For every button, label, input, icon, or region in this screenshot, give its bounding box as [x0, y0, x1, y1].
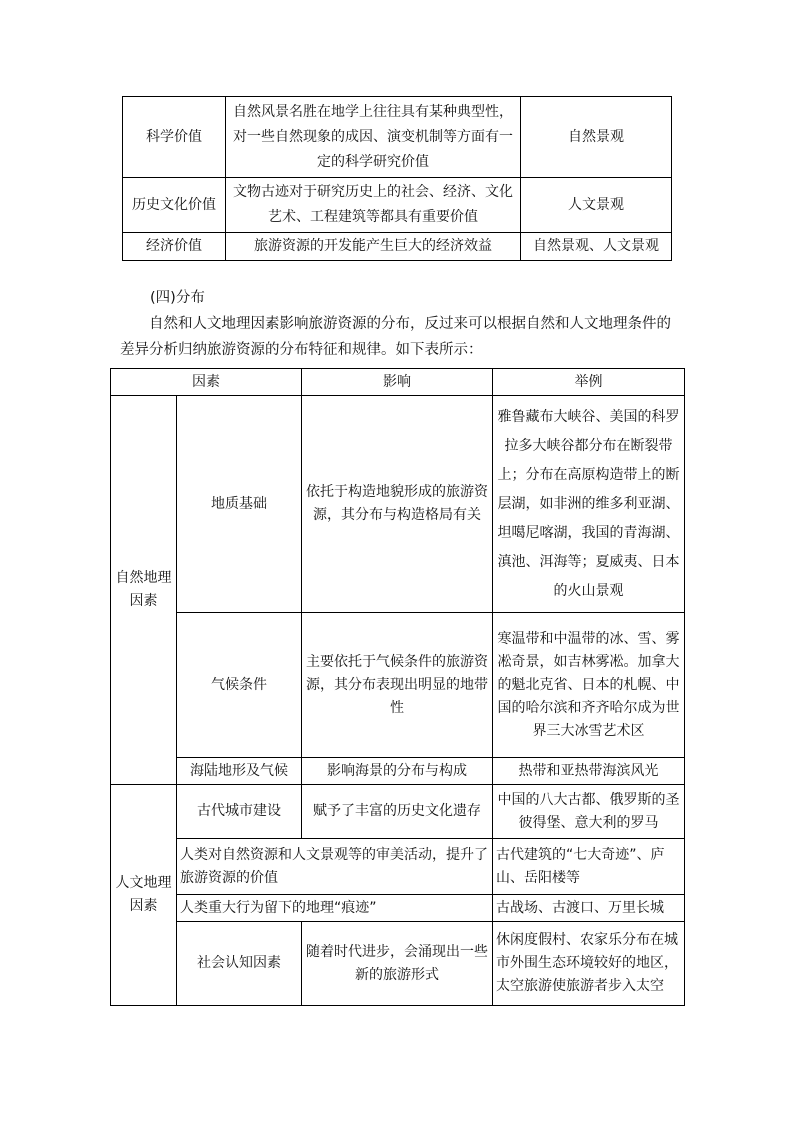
section-heading: (四)分布 — [150, 290, 205, 306]
effect-cell: 依托于构造地貌形成的旅游资源，其分布与构造格局有关 — [302, 396, 493, 613]
effect-cell: 随着时代进步，会涌现出一些新的旅游形式 — [302, 922, 493, 1006]
table-row — [123, 97, 672, 178]
type-cell: 人文景观 — [521, 178, 672, 233]
desc-cell: 自然风景名胜在地学上往往具有某种典型性，对一些自然现象的成因、演变机制等方面有一定的科学研究价值 — [226, 97, 521, 178]
header-row — [111, 369, 685, 396]
factor-cell: 社会认知因素 — [177, 922, 302, 1006]
header-example: 举例 — [493, 369, 685, 396]
example-cell: 雅鲁藏布大峡谷、美国的科罗拉多大峡谷都分布在断裂带上；分布在高原构造带上的断层湖，如非洲的维多利亚湖、坦噶尼喀湖，我国的青海湖、滇池、洱海等；夏威夷、日本的火山景观 — [493, 396, 685, 613]
intro-paragraph: 自然和人文地理因素影响旅游资源的分布，反过来可以根据自然和人文地理条件的差异分析归纳旅游资源的分布特征和规律。如下表所示： — [120, 316, 671, 358]
table-row — [123, 178, 672, 233]
example-cell: 古代建筑的“七大奇迹”、庐山、岳阳楼等 — [493, 839, 685, 895]
natural-group-cell: 自然地理因素 — [111, 396, 177, 785]
value-cell: 经济价值 — [123, 233, 226, 261]
example-cell: 寒温带和中温带的冰、雪、雾凇奇景，如吉林雾凇。加拿大的魁北克省、日本的札幌、中国的哈尔滨和齐齐哈尔成为世界三大冰雪艺术区 — [493, 613, 685, 758]
example-cell: 休闲度假村、农家乐分布在城市外围生态环境较好的地区，太空旅游使旅游者步入太空 — [493, 922, 685, 1006]
value-cell: 科学价值 — [123, 97, 226, 178]
example-cell: 古战场、古渡口、万里长城 — [493, 895, 685, 922]
factor-cell: 古代城市建设 — [177, 785, 302, 839]
table-row — [111, 895, 685, 922]
table-row — [111, 839, 685, 895]
value-cell: 历史文化价值 — [123, 178, 226, 233]
table-row — [111, 396, 685, 613]
table-row — [123, 233, 672, 261]
type-cell: 自然景观、人文景观 — [521, 233, 672, 261]
distribution-table — [110, 368, 685, 1006]
human-group-cell: 人文地理因素 — [111, 785, 177, 1006]
table-row — [111, 613, 685, 758]
table-row — [111, 785, 685, 839]
effect-cell: 主要依托于气候条件的旅游资源，其分布表现出明显的地带性 — [302, 613, 493, 758]
example-cell: 热带和亚热带海滨风光 — [493, 758, 685, 785]
effect-cell: 赋予了丰富的历史文化遗存 — [302, 785, 493, 839]
factor-cell: 地质基础 — [177, 396, 302, 613]
effect-cell: 人类重大行为留下的地理“痕迹” — [177, 895, 493, 922]
desc-cell: 文物古迹对于研究历史上的社会、经济、文化艺术、工程建筑等都具有重要价值 — [226, 178, 521, 233]
header-factor: 因素 — [111, 369, 302, 396]
table-row — [111, 922, 685, 1006]
factor-cell: 海陆地形及气候 — [177, 758, 302, 785]
header-effect: 影响 — [302, 369, 493, 396]
value-table — [122, 96, 672, 261]
factor-cell: 气候条件 — [177, 613, 302, 758]
effect-cell: 人类对自然资源和人文景观等的审美活动，提升了旅游资源的价值 — [177, 839, 493, 895]
example-cell: 中国的八大古都、俄罗斯的圣彼得堡、意大利的罗马 — [493, 785, 685, 839]
desc-cell: 旅游资源的开发能产生巨大的经济效益 — [226, 233, 521, 261]
table-row — [111, 758, 685, 785]
type-cell: 自然景观 — [521, 97, 672, 178]
effect-cell: 影响海景的分布与构成 — [302, 758, 493, 785]
